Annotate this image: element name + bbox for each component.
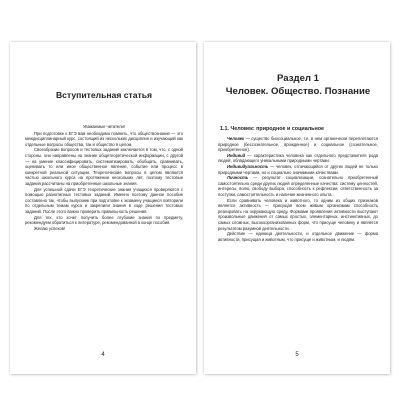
page-title: Вступительная статья bbox=[55, 90, 153, 100]
closing: Желаю успехов! bbox=[34, 225, 66, 231]
term: Человек bbox=[227, 136, 245, 141]
definition-text: — существо биосоциальное, т.е. в нем органически переплетаются природное (бессознательное, врожденное) и социальное (сознательное, приобретенное). bbox=[218, 136, 378, 153]
term: Индивидуальность bbox=[227, 163, 269, 169]
paragraph-text: Действие — единица деятельности, и отдельное движение — форма активности, присущая и животным, что присуще и животным, и людям. bbox=[218, 231, 378, 242]
definition-paragraph bbox=[218, 175, 378, 197]
paragraph-text: Если сравнивать человека и животного, то одним из общих признаков является активность — присущая всем живым организмам способность реагировать на окружающую среду. Формами проявления активности выступают произвольные движения от самых простых, элементарных, инстинктивных, до самых сложных, высокоорганизованных форм, что присуще человеку и является результатом разумной деятельности. bbox=[218, 197, 378, 231]
subsection-title: 1.1. Человек: природное и социальное bbox=[220, 126, 325, 132]
definition-paragraph bbox=[218, 136, 378, 153]
term: Личность bbox=[227, 175, 249, 181]
section-heading bbox=[218, 72, 378, 98]
page-number: 4 bbox=[101, 352, 105, 358]
definition-text: — характеристика человека как отдельного представителя рода людей, обладающего уникальными природными чертами. bbox=[218, 152, 378, 164]
right-page bbox=[204, 42, 390, 374]
section-number: Раздел 1 bbox=[276, 73, 319, 84]
paragraph: При подготовке к ЕГЭ вам необходимо помнить, что обществознание — это междисциплинарный курс, состоящий из нескольких дисциплин и изучающий как отдельные вопросы общества, так и общество в целом. bbox=[25, 130, 183, 147]
definition-paragraph bbox=[218, 153, 378, 164]
term: Индивид bbox=[227, 152, 246, 158]
paragraph: Своеобразие вопросов и тестовых заданий заключается в том, что, с одной стороны, они направлены на знание общетеоретической информации, с другой — на умение классифицировать, систематизировать, обобщать, сравнивать, оценивать то или иное общественное явление, событие или процесс в конкретной реальной ситуации. Теоретические вопросы в целом являются частью школьного курса на протяжении нескольких лет, поэтому тестовые задания рассчитаны на приобретенные школьные знания. bbox=[25, 147, 183, 186]
definition-text: — человек, отличающийся от других людей не только природными чертами, но и социально значимыми качествами. bbox=[218, 163, 378, 175]
page-number: 5 bbox=[295, 352, 299, 358]
definition-text: — результат социализации, сознательно приобретенный самостоятельно среди других людей определенные качества: систему ценностей, интересы, волю, свободу выбора, способность к рефлексии, ответственность за поступки, самостоятельность и наличие жизненного опыта. bbox=[218, 175, 378, 197]
paragraph bbox=[218, 198, 378, 232]
section-name: Человек. Общество. Познание bbox=[225, 86, 371, 97]
paragraph: Для успешной сдачи ЕГЭ теоретические знания учащихся проверяются с помощью разнотипных тестовых заданий. Именно поэтому данное пособие составлено так, чтобы выпускник при подготовке к экзамену учащиеся повторили по отдельным темам курса и закрепили знания в ходе решения тестовых заданий. После этого важно проверить правильность решения. bbox=[25, 186, 183, 214]
paragraph: Для тех, кто хочет получить более глубокие знания по предмету, рекомендуем обратиться к литературе, рекомендованной в конце пособия. bbox=[25, 214, 183, 226]
definition-paragraph bbox=[218, 164, 378, 175]
left-page bbox=[10, 42, 196, 374]
greeting: Уважаемые читатели! bbox=[83, 124, 125, 129]
paragraph bbox=[218, 231, 378, 242]
